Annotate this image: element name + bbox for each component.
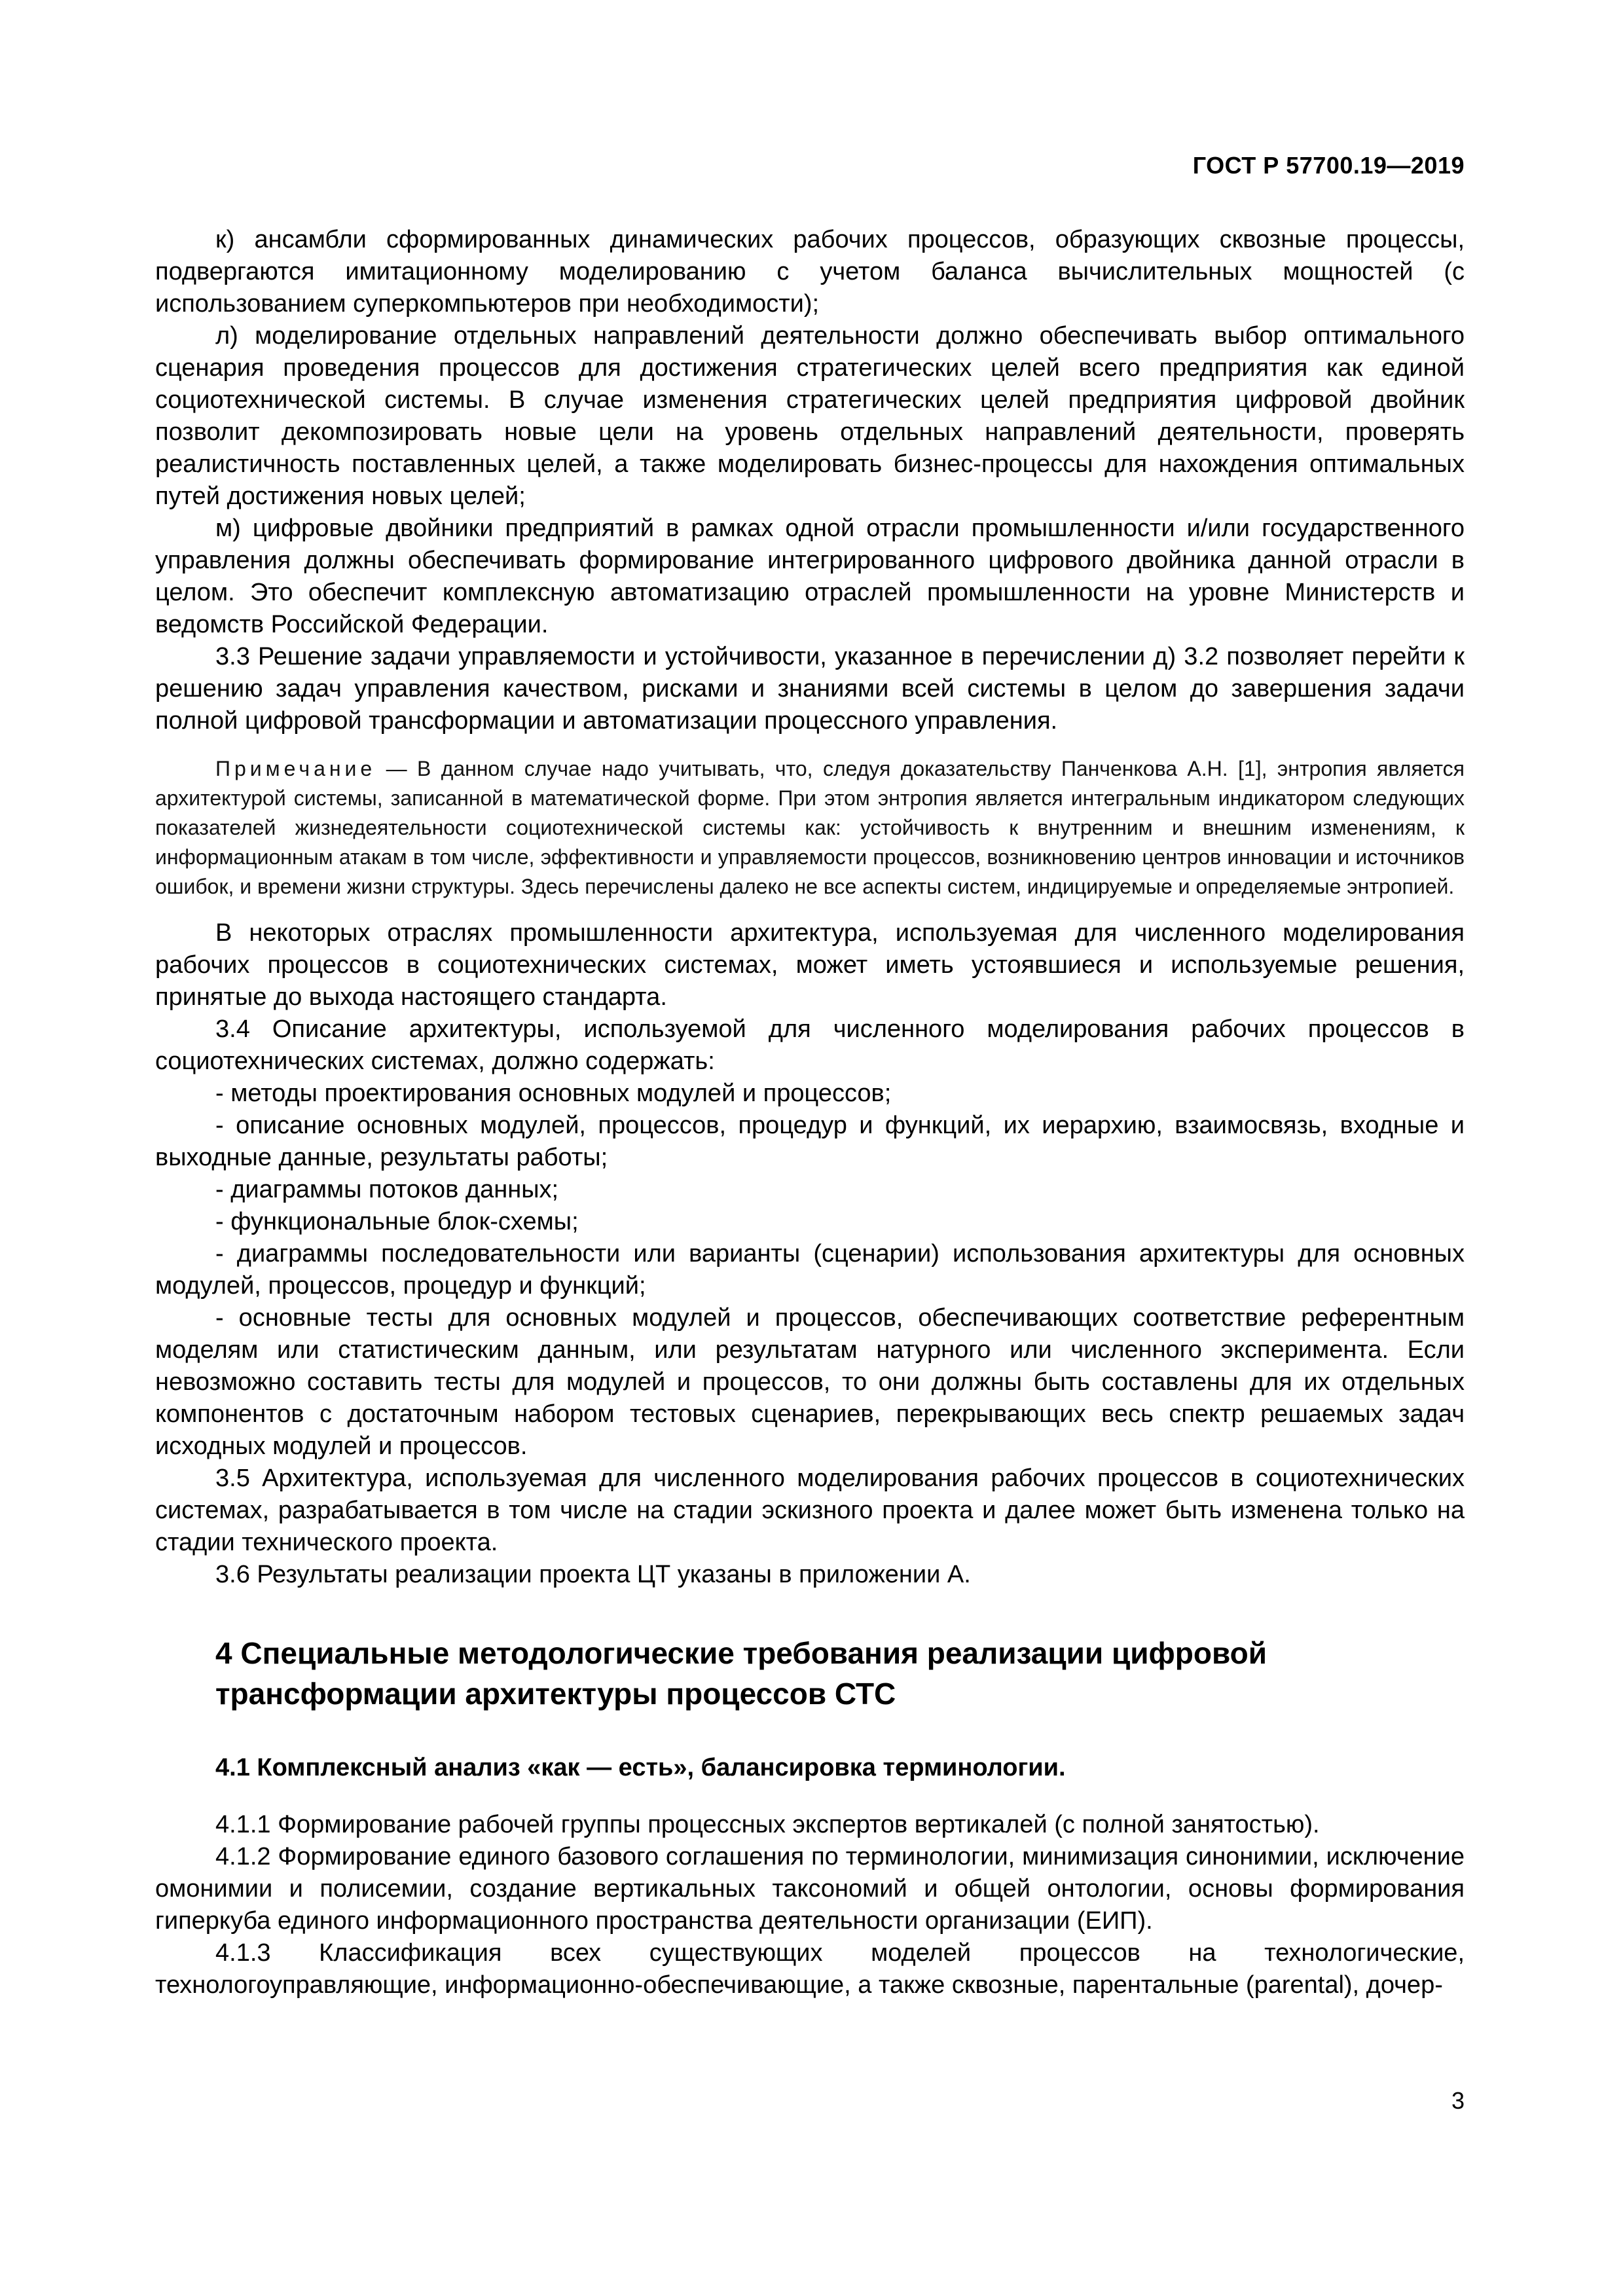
list-item-basic-tests: - основные тесты для основных модулей и процессов, обеспечивающих соответствие референтным моделям или статистическим данным, или результатам натурного или численного эксперимента. Если невозможно составить тесты для модулей и процессов, то они должны быть составлены для их отдельных компонентов с достаточным набором тестовых сценариев, перекрывающих весь спектр решаемых задач исходных модулей и процессов. [155, 1304, 1465, 1460]
paragraph-3-3: 3.3 Решение задачи управляемости и устойчивости, указанное в перечислении д) 3.2 позволяет перейти к решению задач управления качеством, рисками и знаниями всей системы в целом до завершения задачи полной цифровой трансформации и автоматизации процессного управления. [155, 643, 1465, 735]
paragraph-4-1-3: 4.1.3 Классификация всех существующих моделей процессов на технологические, технологоуправляющие, информационно-обеспечивающие, а также сквозные, парентальные (parental), дочер- [155, 1939, 1465, 1999]
paragraph-l: л) моделирование отдельных направлений деятельности должно обеспечивать выбор оптимального сценария проведения процессов для достижения стратегических целей всего предприятия как единой социотехнической системы. В случае изменения стратегических целей предприятия цифровой двойник позволит декомпозировать новые цели на уровень отдельных направлений деятельности, проверять реалистичность поставленных целей, а также моделировать бизнес-процессы для нахождения оптимальных путей достижения новых целей; [155, 322, 1465, 510]
paragraph-4-1-1: 4.1.1 Формирование рабочей группы процессных экспертов вертикалей (с полной занятостью). [215, 1811, 1320, 1838]
list-item-data-flow-diagrams: - диаграммы потоков данных; [215, 1176, 559, 1203]
list-item-design-methods: - методы проектирования основных модулей и процессов; [215, 1080, 892, 1107]
section-4-heading-line-1: 4 Специальные методологические требования реализации цифровой [215, 1636, 1267, 1670]
note-text: — В данном случае надо учитывать, что, следуя доказательству Панченкова А.Н. [1], энтропия является архитектурой системы, записанной в математической форме. При этом энтропия является интегральным индикатором следующих показателей жизнедеятельности социотехнической системы как: устойчивость к внутренним и внешним изменениям, к информационным атакам в том числе, эффективности и управляемости процессов, возникновению центров инновации и источников ошибок, и времени жизни структуры. Здесь перечислены далеко не все аспекты систем, индицируемые и определяемые энтропией. [155, 757, 1465, 898]
paragraph-m: м) цифровые двойники предприятий в рамках одной отрасли промышленности и/или государственного управления должны обеспечивать формирование интегрированного цифрового двойника данной отрасли в целом. Это обеспечит комплексную автоматизацию отраслей промышленности на уровне Министерств и ведомств Российской Федерации. [155, 515, 1465, 638]
paragraph-industries: В некоторых отраслях промышленности архитектура, используемая для численного моделирования рабочих процессов в социотехнических системах, может иметь устоявшиеся и используемые решения, принятые до выхода настоящего стандарта. [155, 919, 1465, 1011]
paragraph-4-1-2: 4.1.2 Формирование единого базового соглашения по терминологии, минимизация синонимии, исключение омонимии и полисемии, создание вертикальных таксономий и общей онтологии, основы формирования гиперкуба единого информационного пространства деятельности организации (ЕИП). [155, 1843, 1465, 1935]
document-page [155, 0, 1465, 2296]
document-code-header: ГОСТ Р 57700.19—2019 [1192, 152, 1465, 179]
paragraph-3-4: 3.4 Описание архитектуры, используемой для численного моделирования рабочих процессов в социотехнических системах, должно содержать: [155, 1015, 1465, 1075]
list-item-module-description: - описание основных модулей, процессов, процедур и функций, их иерархию, взаимосвязь, входные и выходные данные, результаты работы; [155, 1112, 1465, 1171]
paragraph-k: к) ансамбли сформированных динамических рабочих процессов, образующих сквозные процессы, подвергаются имитационному моделированию с учетом баланса вычислительных мощностей (с использованием суперкомпьютеров при необходимости); [155, 226, 1465, 318]
list-item-flowcharts: - функциональные блок-схемы; [215, 1208, 579, 1235]
paragraph-3-5: 3.5 Архитектура, используемая для численного моделирования рабочих процессов в социотехнических системах, разрабатывается в том числе на стадии эскизного проекта и далее может быть изменена только на стадии технического проекта. [155, 1465, 1465, 1556]
page-number: 3 [1451, 2087, 1465, 2114]
note-block [155, 754, 1465, 902]
section-4-heading [215, 1633, 1465, 1714]
subsection-4-1-heading: 4.1 Комплексный анализ «как — есть», балансировка терминологии. [215, 1754, 1066, 1781]
list-item-sequence-diagrams: - диаграммы последовательности или варианты (сценарии) использования архитектуры для основных модулей, процессов, процедур и функций; [155, 1240, 1465, 1300]
page-content [155, 224, 1465, 2001]
section-4-heading-line-2: трансформации архитектуры процессов СТС [215, 1677, 896, 1711]
note-lead: Примечание [215, 757, 376, 780]
paragraph-3-6: 3.6 Результаты реализации проекта ЦТ указаны в приложении А. [215, 1561, 971, 1588]
